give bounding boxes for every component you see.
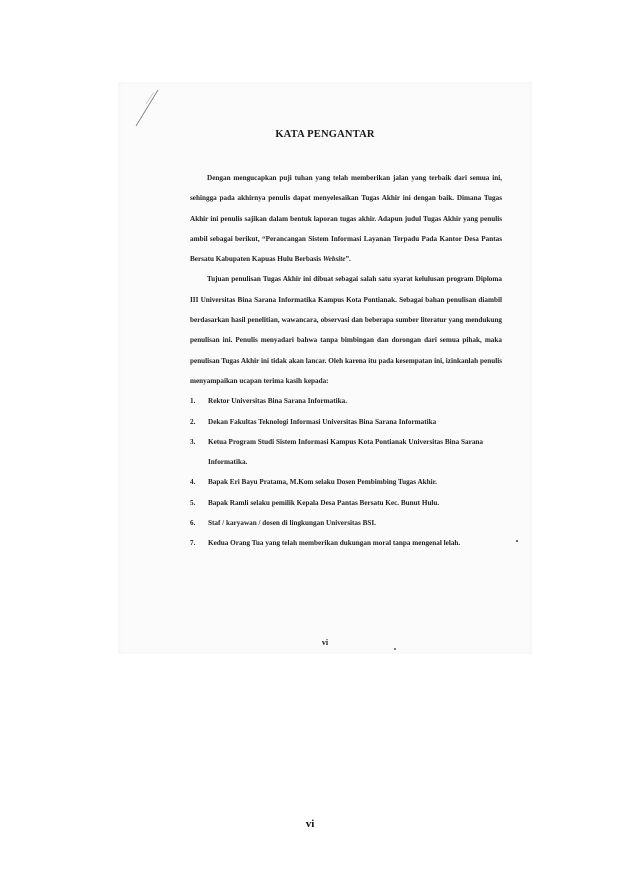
intro-text: Dengan mengucapkan puji tuhan yang telah memberikan jalan yang terbaik dari semua ini, sehingga pada akhirnya penulis dapat menyelesaikan Tugas Akhir ini dengan baik. Dimana Tugas Akhir ini penulis sajikan dalam bentuk laporan tugas akhir. Adapun judul Tugas Akhir yang penulis ambil sebagai berikut, (190, 174, 502, 243)
scan-speck (516, 540, 518, 542)
list-item: 6. Staf / karyawan / dosen di lingkungan Universitas BSI. (190, 519, 376, 528)
list-item: 4. Bapak Eri Bayu Pratama, M.Kom selaku Dosen Pembimbing Tugas Akhir. (190, 478, 437, 487)
page-title: KATA PENGANTAR (275, 129, 375, 140)
page-number: vi (305, 818, 315, 830)
report-title: “Perancangan Sistem Informasi Layanan Terpadu Pada Kantor Desa Pantas Bersatu Kabupaten Kapuas Hulu Berbasis (190, 234, 502, 264)
report-title-italic: Website (322, 255, 346, 264)
list-item: 3. Ketua Program Studi Sistem Informasi Kampus Kota Pontianak Universitas Bina Sarana Informatika. (190, 437, 484, 467)
paragraph-intro (190, 168, 502, 269)
acknowledgement-list (190, 391, 502, 553)
document-body (190, 168, 502, 554)
report-title-end: ”. (345, 255, 351, 264)
scan-edge-mark (130, 88, 160, 128)
list-item: 5. Bapak Ramli selaku pemilik Kepala Desa Pantas Bersatu Kec. Bunut Hulu. (190, 498, 440, 507)
scan-page-number: vi (321, 638, 329, 647)
list-item: 2. Dekan Fakultas Teknologi Informasi Universitas Bina Sarana Informatika (190, 417, 437, 426)
list-item: 7. Kedua Orang Tua yang telah memberikan dukungan moral tanpa mengenal lelah. (190, 539, 461, 548)
scan-speck (394, 648, 396, 650)
scanned-page (118, 82, 532, 654)
list-item: 1. Rektor Universitas Bina Sarana Informatika. (190, 397, 348, 406)
paragraph-purpose: Tujuan penulisan Tugas Akhir ini dibuat sebagai salah satu syarat kelulusan program Diploma III Universitas Bina Sarana Informatika Kampus Kota Pontianak. Sebagai bahan penulisan diambil berdasarkan hasil penelitian, wawancara, observasi dan beberapa sumber literatur yang mendukung penulisan ini. Penulis menyadari bahwa tanpa bimbingan dan dorongan dari semua pihak, maka penulisan Tugas Akhir ini tidak akan lancar. Oleh karena itu pada kesempatan ini, izinkanlah penulis menyampaikan ucapan terima kasih kepada: (190, 275, 502, 385)
